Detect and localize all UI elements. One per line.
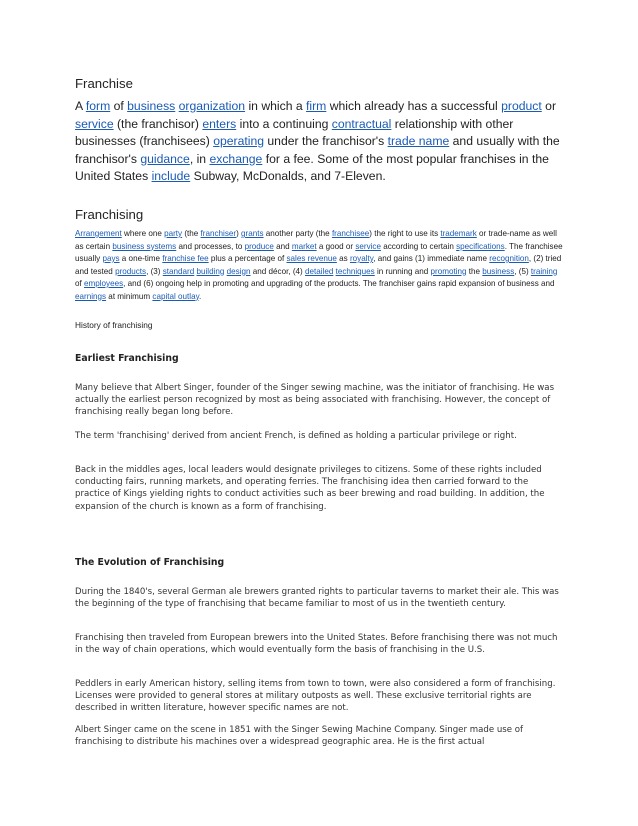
evolution-paragraph-3: Peddlers in early American history, selling items from town to town, were also considered a form of franchising. Licenses were provided to general stores at military outposts as well. These exclusive territorial rights are described in written literature, however specific names are not. <box>75 679 556 714</box>
hyperlink[interactable]: guidance <box>140 151 190 166</box>
paragraph-text: another party (the <box>263 229 332 238</box>
paragraph-text: according to certain <box>380 241 457 251</box>
franchising-heading: Franchising <box>75 207 144 222</box>
paragraph-text: relationship with other businesses (franchisees) <box>75 116 514 148</box>
hyperlink[interactable]: Arrangement <box>75 229 122 238</box>
paragraph-text: ) <box>236 229 242 238</box>
hyperlink[interactable]: franchise fee <box>162 254 209 263</box>
hyperlink[interactable]: detailed <box>304 266 334 276</box>
hyperlink[interactable]: business <box>127 99 176 113</box>
earliest-paragraph-1: Many believe that Albert Singer, founder of the Singer sewing machine, was the initiator of franchising. He was actually the earliest person recognized by most as being associated with franchising. However, the concept of franchising really began long before. <box>75 383 555 418</box>
paragraph-text: and <box>273 241 292 251</box>
hyperlink[interactable]: organization <box>178 99 246 113</box>
paragraph-text: of <box>110 99 128 113</box>
earliest-heading: Earliest Franchising <box>75 353 179 364</box>
paragraph-text: and processes, to <box>176 241 245 251</box>
hyperlink[interactable]: training <box>530 266 558 276</box>
paragraph-text: or <box>541 99 557 113</box>
hyperlink[interactable]: business <box>482 266 515 276</box>
hyperlink[interactable]: trade name <box>387 134 450 148</box>
hyperlink[interactable]: capital outlay <box>152 291 200 301</box>
paragraph-text: (the <box>182 229 201 238</box>
hyperlink[interactable]: market <box>291 241 317 251</box>
paragraph-text: Subway, McDonalds, and 7-Eleven. <box>190 169 386 183</box>
paragraph-text: . <box>199 291 202 301</box>
hyperlink[interactable]: produce <box>244 241 274 251</box>
hyperlink[interactable]: earnings <box>75 291 107 301</box>
paragraph-text: or trade-name as well as certain <box>75 229 557 251</box>
paragraph-text: ) the right to use its <box>369 229 441 238</box>
hyperlink[interactable]: service <box>355 241 381 251</box>
paragraph-text: . The franchisee usually <box>75 241 563 263</box>
paragraph-text: a one-time <box>119 254 163 263</box>
hyperlink[interactable]: product <box>501 99 542 113</box>
hyperlink[interactable]: business systems <box>112 241 177 251</box>
paragraph-text: a good or <box>316 241 356 251</box>
hyperlink[interactable]: design <box>226 266 251 276</box>
paragraph-text: , in <box>189 151 210 166</box>
franchise-paragraph <box>75 98 563 186</box>
paragraph-text: and décor, (4) <box>250 266 305 276</box>
hyperlink[interactable]: operating <box>213 134 265 148</box>
paragraph-text: where one <box>121 229 165 238</box>
evolution-heading: The Evolution of Franchising <box>75 557 225 568</box>
evolution-paragraph-2: Franchising then traveled from European brewers into the United States. Before franchising there was not much in the way of chain operations, which would eventually form the basis of franchising in the U.S. <box>75 633 558 656</box>
hyperlink[interactable]: firm <box>306 99 327 113</box>
hyperlink[interactable]: grants <box>241 229 264 238</box>
paragraph-text: (the franchisor) <box>113 116 203 131</box>
paragraph-text: as <box>336 254 350 263</box>
paragraph-text: into a continuing <box>236 116 332 131</box>
paragraph-text: the <box>466 266 483 276</box>
earliest-paragraph-3: Back in the middles ages, local leaders would designate privileges to citizens. Some of these rights included conducting fairs, running markets, and operating ferries. The franchising idea then carried forward to the practice of Kings yielding rights to conduct activities such as beer brewing and road building. In addition, the expansion of the church is known as a form of franchising. <box>75 465 545 512</box>
hyperlink[interactable]: royalty <box>349 254 374 263</box>
hyperlink[interactable]: exchange <box>209 151 263 166</box>
hyperlink[interactable]: specifications <box>456 241 505 251</box>
history-label: History of franchising <box>75 320 153 330</box>
hyperlink[interactable]: enters <box>202 116 237 131</box>
paragraph-text: and usually with the franchisor's <box>75 134 560 166</box>
hyperlink[interactable]: contractual <box>331 116 392 131</box>
paragraph-text: which already has a successful <box>326 99 502 113</box>
paragraph-text: , (5) <box>514 266 531 276</box>
hyperlink[interactable]: pays <box>102 254 120 263</box>
hyperlink[interactable]: form <box>85 99 111 113</box>
franchising-paragraph <box>75 228 563 303</box>
hyperlink[interactable]: recognition <box>489 254 529 263</box>
paragraph-text: , (3) <box>146 266 163 276</box>
hyperlink[interactable]: building <box>196 266 225 276</box>
hyperlink[interactable]: franchisee <box>331 229 370 238</box>
hyperlink[interactable]: products <box>115 266 147 276</box>
hyperlink[interactable]: standard <box>162 266 195 276</box>
franchise-heading: Franchise <box>75 76 133 91</box>
hyperlink[interactable]: franchiser <box>200 229 237 238</box>
hyperlink[interactable]: promoting <box>430 266 467 276</box>
evolution-paragraph-1: During the 1840's, several German ale brewers granted rights to particular taverns to market their ale. This was the beginning of the type of franchising that became familiar to most of us in the twentieth century. <box>75 587 559 610</box>
hyperlink[interactable]: service <box>75 116 114 131</box>
paragraph-text: of <box>75 279 84 288</box>
evolution-paragraph-4: Albert Singer came on the scene in 1851 with the Singer Sewing Machine Company. Singer made use of franchising to distribute his machines over a widespread geographic area. He is the first actual <box>75 725 524 748</box>
paragraph-text: in which a <box>245 99 307 113</box>
earliest-paragraph-2: The term 'franchising' derived from ancient French, is defined as holding a particular privilege or right. <box>75 431 517 441</box>
paragraph-text: at minimum <box>106 291 153 301</box>
paragraph-text: A <box>75 99 86 113</box>
hyperlink[interactable]: party <box>164 229 183 238</box>
hyperlink[interactable]: sales revenue <box>286 254 337 263</box>
paragraph-text: under the franchisor's <box>264 134 388 148</box>
paragraph-text: , and gains (1) immediate name <box>373 254 490 263</box>
paragraph-text: for a fee. Some of the most popular franchises in the United States <box>75 151 549 183</box>
paragraph-text: , and (6) ongoing help in promoting and upgrading of the products. The franchiser gains rapid expansion of business and <box>123 279 555 288</box>
hyperlink[interactable]: include <box>151 169 191 183</box>
hyperlink[interactable]: techniques <box>335 266 375 276</box>
hyperlink[interactable]: trademark <box>440 229 477 238</box>
paragraph-text: in running and <box>374 266 431 276</box>
paragraph-text: , (2) tried and tested <box>75 254 562 276</box>
paragraph-text: plus a percentage of <box>208 254 287 263</box>
hyperlink[interactable]: employees <box>84 279 124 288</box>
